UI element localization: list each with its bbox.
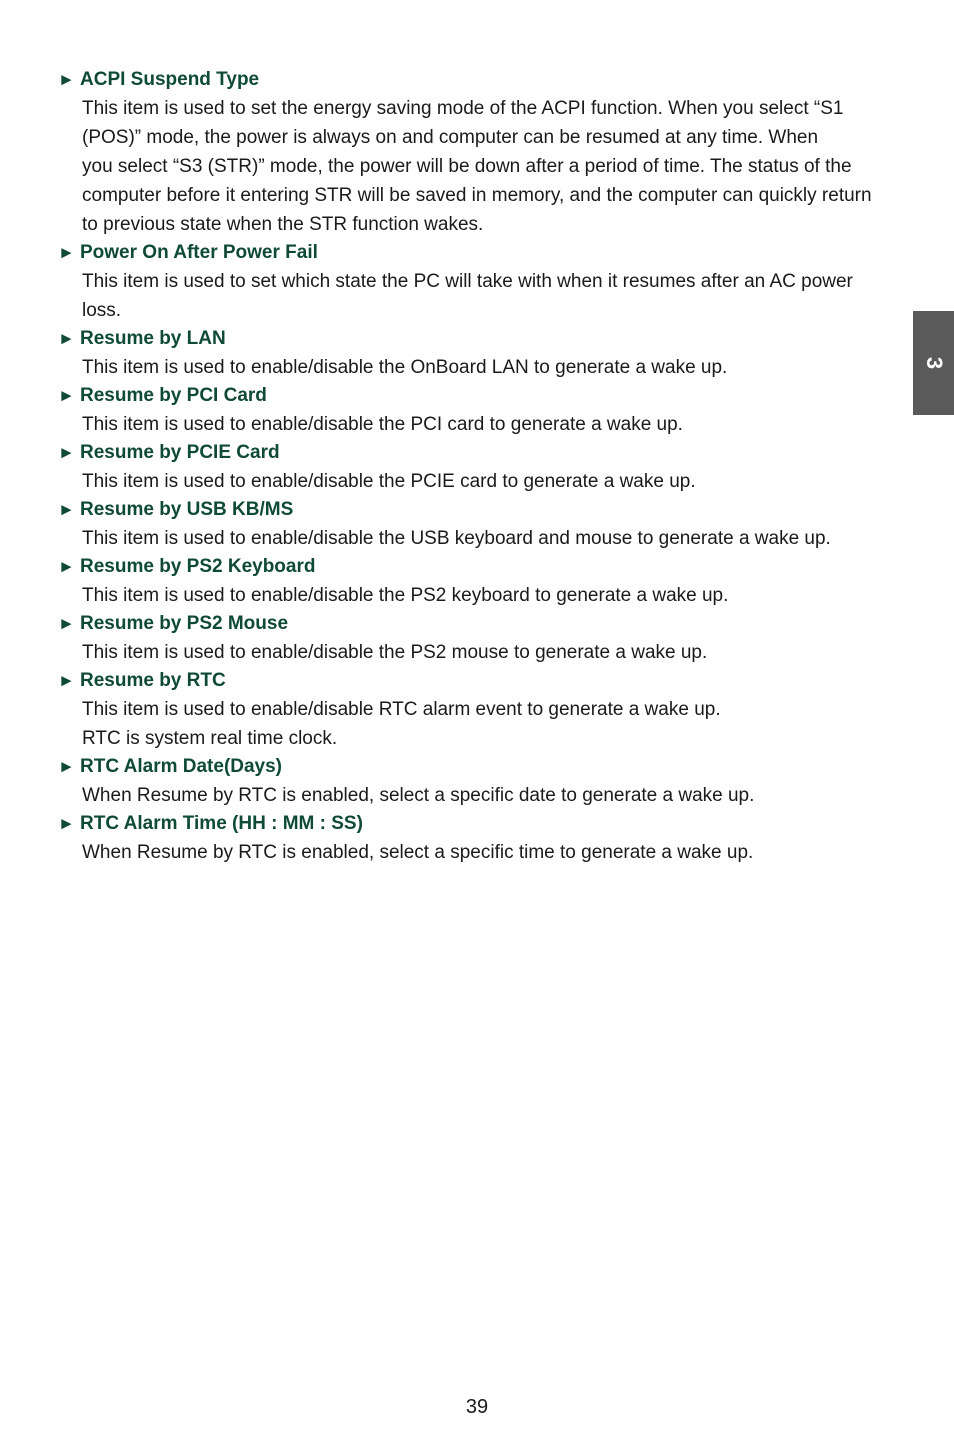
item-heading-text: RTC Alarm Time (HH : MM : SS): [80, 813, 363, 834]
item-heading: [58, 553, 898, 581]
triangle-right-icon: ►: [58, 814, 75, 833]
item-description: [82, 467, 898, 496]
item-resume-by-pcie-card: [58, 439, 898, 496]
item-rtc-alarm-time: [58, 810, 898, 867]
item-heading-text: Resume by RTC: [80, 670, 226, 691]
chapter-tab: [913, 311, 954, 415]
desc-line: This item is used to enable/disable the PS2 keyboard to generate a wake up.: [82, 585, 729, 606]
item-description: [82, 695, 898, 753]
desc-line: When Resume by RTC is enabled, select a specific date to generate a wake up.: [82, 785, 755, 806]
page-number: 39: [465, 1396, 489, 1418]
item-resume-by-pci-card: [58, 382, 898, 439]
item-heading-text: Resume by PCI Card: [80, 385, 267, 406]
desc-line: When Resume by RTC is enabled, select a specific time to generate a wake up.: [82, 842, 754, 863]
triangle-right-icon: ►: [58, 443, 75, 462]
triangle-right-icon: ►: [58, 329, 75, 348]
item-rtc-alarm-date: [58, 753, 898, 810]
triangle-right-icon: ►: [58, 757, 75, 776]
triangle-right-icon: ►: [58, 500, 75, 519]
item-heading-text: ACPI Suspend Type: [80, 69, 260, 90]
item-description: [82, 267, 898, 325]
item-heading: [58, 810, 898, 838]
item-heading: [58, 239, 898, 267]
desc-line: This item is used to enable/disable the PCI card to generate a wake up.: [82, 414, 683, 435]
item-heading-text: Resume by LAN: [80, 328, 226, 349]
triangle-right-icon: ►: [58, 614, 75, 633]
item-heading: [58, 496, 898, 524]
triangle-right-icon: ►: [58, 243, 75, 262]
item-resume-by-rtc: [58, 667, 898, 753]
item-description: [82, 410, 898, 439]
triangle-right-icon: ►: [58, 70, 75, 89]
triangle-right-icon: ►: [58, 557, 75, 576]
item-power-on-after-power-fail: [58, 239, 898, 325]
item-heading-text: Resume by PS2 Mouse: [80, 613, 289, 634]
item-acpi-suspend-type: [58, 66, 898, 239]
desc-line: This item is used to enable/disable the USB keyboard and mouse to generate a wake up.: [82, 528, 831, 549]
manual-content: [58, 66, 898, 867]
desc-line: you select “S3 (STR)” mode, the power will be down after a period of time. The status of the: [82, 156, 852, 177]
desc-line: loss.: [82, 300, 122, 321]
desc-line: This item is used to enable/disable the PS2 mouse to generate a wake up.: [82, 642, 708, 663]
desc-line: RTC is system real time clock.: [82, 728, 338, 749]
triangle-right-icon: ►: [58, 671, 75, 690]
desc-line: to previous state when the STR function wakes.: [82, 214, 484, 235]
desc-line: (POS)” mode, the power is always on and computer can be resumed at any time. When: [82, 127, 819, 148]
item-resume-by-lan: [58, 325, 898, 382]
desc-line: This item is used to set the energy saving mode of the ACPI function. When you select “S1: [82, 98, 844, 119]
item-heading-text: RTC Alarm Date(Days): [80, 756, 283, 777]
item-heading: [58, 610, 898, 638]
item-description: [82, 781, 898, 810]
desc-line: computer before it entering STR will be saved in memory, and the computer can quickly return: [82, 185, 872, 206]
item-description: [82, 524, 898, 553]
item-heading: [58, 439, 898, 467]
item-heading-text: Power On After Power Fail: [80, 242, 318, 263]
desc-line: This item is used to enable/disable the OnBoard LAN to generate a wake up.: [82, 357, 728, 378]
item-description: [82, 838, 898, 867]
item-heading: [58, 667, 898, 695]
item-heading: [58, 753, 898, 781]
item-heading: [58, 325, 898, 353]
triangle-right-icon: ►: [58, 386, 75, 405]
item-description: [82, 94, 898, 239]
item-description: [82, 581, 898, 610]
item-resume-by-ps2-keyboard: [58, 553, 898, 610]
desc-line: This item is used to set which state the PC will take with when it resumes after an AC power: [82, 271, 853, 292]
item-resume-by-usb-kb-ms: [58, 496, 898, 553]
item-heading: [58, 382, 898, 410]
item-resume-by-ps2-mouse: [58, 610, 898, 667]
chapter-tab-label: 3: [921, 356, 947, 370]
item-heading-text: Resume by PS2 Keyboard: [80, 556, 316, 577]
item-heading-text: Resume by PCIE Card: [80, 442, 280, 463]
desc-line: This item is used to enable/disable RTC alarm event to generate a wake up.: [82, 699, 721, 720]
item-description: [82, 353, 898, 382]
item-description: [82, 638, 898, 667]
item-heading: [58, 66, 898, 94]
desc-line: This item is used to enable/disable the PCIE card to generate a wake up.: [82, 471, 696, 492]
item-heading-text: Resume by USB KB/MS: [80, 499, 294, 520]
